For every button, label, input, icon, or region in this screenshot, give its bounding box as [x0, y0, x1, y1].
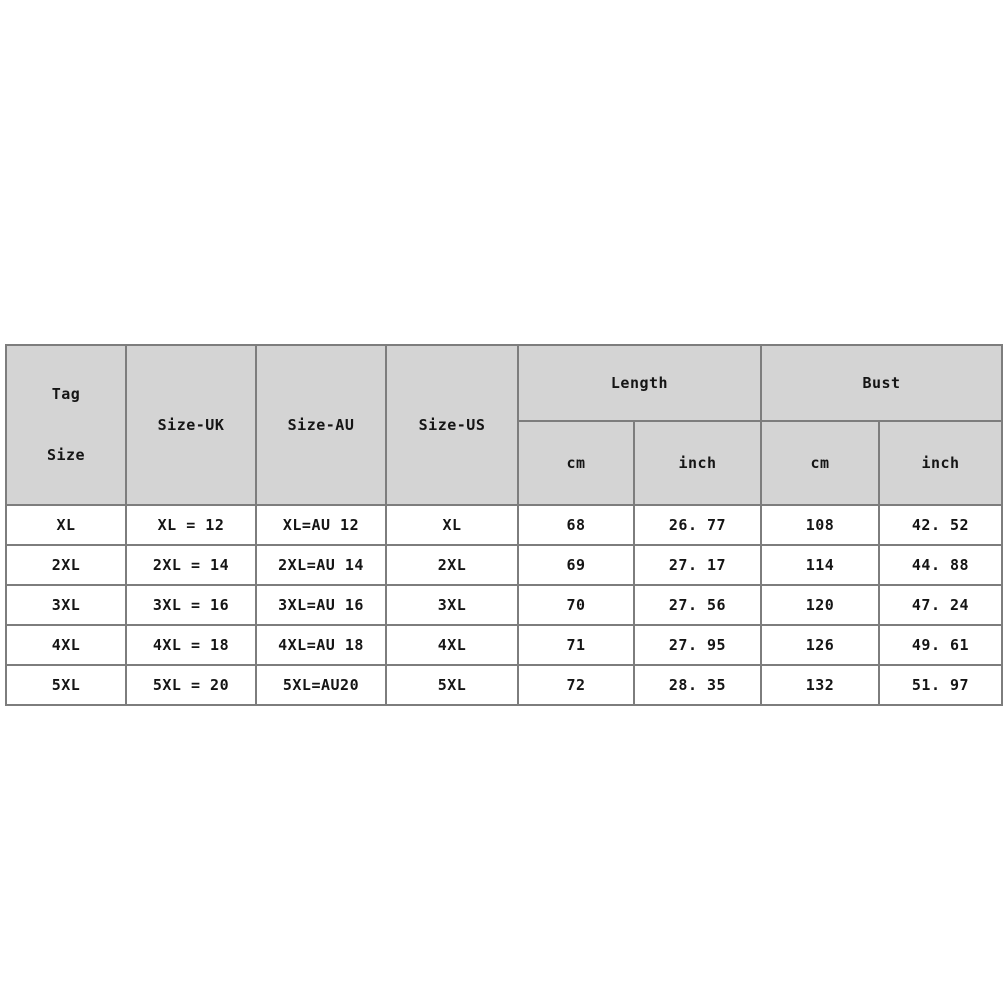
- cell-length-inch: 28. 35: [634, 665, 761, 705]
- header-size-uk: Size-UK: [126, 345, 256, 505]
- cell-size-au: XL=AU 12: [256, 505, 386, 545]
- cell-size-au: 3XL=AU 16: [256, 585, 386, 625]
- table-row-2xl: [6, 545, 1002, 585]
- header-bust-group: Bust: [761, 345, 1002, 421]
- header-size-au: Size-AU: [256, 345, 386, 505]
- header-row-primary: [6, 345, 1002, 421]
- cell-bust-cm: 132: [761, 665, 879, 705]
- cell-size-au: 5XL=AU20: [256, 665, 386, 705]
- cell-tag: 2XL: [6, 545, 126, 585]
- cell-bust-inch: 49. 61: [879, 625, 1002, 665]
- header-bust-inch: inch: [879, 421, 1002, 505]
- header-length-inch: inch: [634, 421, 761, 505]
- cell-size-uk: 3XL = 16: [126, 585, 256, 625]
- cell-bust-inch: 51. 97: [879, 665, 1002, 705]
- cell-size-us: 4XL: [386, 625, 518, 665]
- cell-size-uk: 2XL = 14: [126, 545, 256, 585]
- header-tag-size-line2: Size: [46, 446, 86, 464]
- cell-bust-cm: 114: [761, 545, 879, 585]
- cell-bust-inch: 44. 88: [879, 545, 1002, 585]
- cell-size-us: 3XL: [386, 585, 518, 625]
- header-length-cm: cm: [518, 421, 634, 505]
- cell-length-inch: 27. 95: [634, 625, 761, 665]
- cell-bust-inch: 42. 52: [879, 505, 1002, 545]
- cell-length-cm: 68: [518, 505, 634, 545]
- cell-length-inch: 26. 77: [634, 505, 761, 545]
- cell-length-inch: 27. 56: [634, 585, 761, 625]
- cell-size-uk: 5XL = 20: [126, 665, 256, 705]
- cell-bust-inch: 47. 24: [879, 585, 1002, 625]
- cell-tag: 5XL: [6, 665, 126, 705]
- cell-tag: 4XL: [6, 625, 126, 665]
- cell-bust-cm: 120: [761, 585, 879, 625]
- cell-bust-cm: 126: [761, 625, 879, 665]
- cell-length-inch: 27. 17: [634, 545, 761, 585]
- size-chart-table: [5, 344, 1003, 706]
- cell-size-au: 2XL=AU 14: [256, 545, 386, 585]
- header-bust-cm: cm: [761, 421, 879, 505]
- header-tag-size: [6, 345, 126, 505]
- cell-size-us: 2XL: [386, 545, 518, 585]
- header-tag-size-line1: Tag: [51, 385, 81, 403]
- cell-length-cm: 72: [518, 665, 634, 705]
- cell-size-uk: XL = 12: [126, 505, 256, 545]
- cell-length-cm: 71: [518, 625, 634, 665]
- cell-size-us: 5XL: [386, 665, 518, 705]
- cell-length-cm: 70: [518, 585, 634, 625]
- table-row-5xl: [6, 665, 1002, 705]
- cell-size-uk: 4XL = 18: [126, 625, 256, 665]
- cell-tag: XL: [6, 505, 126, 545]
- table-row-4xl: [6, 625, 1002, 665]
- cell-bust-cm: 108: [761, 505, 879, 545]
- cell-length-cm: 69: [518, 545, 634, 585]
- cell-size-us: XL: [386, 505, 518, 545]
- cell-tag: 3XL: [6, 585, 126, 625]
- cell-size-au: 4XL=AU 18: [256, 625, 386, 665]
- table-row-3xl: [6, 585, 1002, 625]
- table-row-xl: [6, 505, 1002, 545]
- header-size-us: Size-US: [386, 345, 518, 505]
- header-length-group: Length: [518, 345, 761, 421]
